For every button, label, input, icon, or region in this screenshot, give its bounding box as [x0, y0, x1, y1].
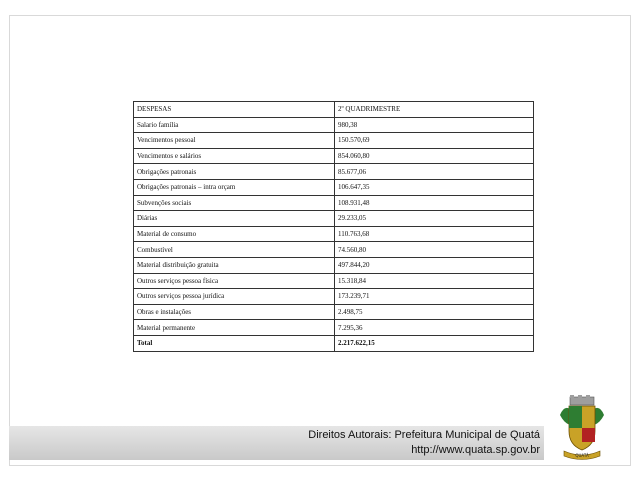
expense-value: 150.570,69	[335, 133, 534, 149]
table-row	[134, 257, 534, 273]
left-branch	[560, 408, 570, 425]
header-quadrimestre: 2º QUADRIMESTRE	[335, 102, 534, 118]
expense-value: 7.295,36	[335, 320, 534, 336]
table-row	[134, 211, 534, 227]
expense-label: Obras e instalações	[134, 304, 335, 320]
expense-label: Material permanente	[134, 320, 335, 336]
expense-value: 106.647,35	[335, 179, 534, 195]
expense-value: 980,38	[335, 117, 534, 133]
website-link[interactable]: http://www.quata.sp.gov.br	[411, 444, 540, 456]
table-row	[134, 289, 534, 305]
table-row	[134, 148, 534, 164]
expense-label: Diárias	[134, 211, 335, 227]
expense-label: Salario família	[134, 117, 335, 133]
total-row	[134, 335, 534, 351]
table-row	[134, 304, 534, 320]
expense-value: 173.239,71	[335, 289, 534, 305]
crest-crown	[570, 395, 594, 405]
expense-label: Outros serviços pessoa jurídica	[134, 289, 335, 305]
crest-label: QUATÁ	[575, 453, 589, 458]
table-row	[134, 273, 534, 289]
expense-label: Obrigações patronais – intra orçam	[134, 179, 335, 195]
expense-value: 110.763,68	[335, 226, 534, 242]
table-row	[134, 320, 534, 336]
expense-value: 85.677,06	[335, 164, 534, 180]
expense-label: Outros serviços pessoa física	[134, 273, 335, 289]
expense-label: Material distribuição gratuita	[134, 257, 335, 273]
table-row	[134, 179, 534, 195]
expense-label: Obrigações patronais	[134, 164, 335, 180]
expenses-table	[133, 101, 534, 352]
table-row	[134, 117, 534, 133]
expense-label: Vencimentos pessoal	[134, 133, 335, 149]
expense-value: 854.060,80	[335, 148, 534, 164]
shield-quarter-green	[569, 406, 582, 428]
expense-value: 2.498,75	[335, 304, 534, 320]
table-header-row	[134, 102, 534, 118]
table-row	[134, 226, 534, 242]
right-branch	[594, 408, 604, 425]
expense-label: Subvenções sociais	[134, 195, 335, 211]
expense-label: Vencimentos e salários	[134, 148, 335, 164]
table-row	[134, 133, 534, 149]
expense-value: 108.931,48	[335, 195, 534, 211]
shield-quarter-red	[582, 428, 595, 442]
footer-copyright	[308, 428, 540, 458]
header-despesas: DESPESAS	[134, 102, 335, 118]
copyright-line: Direitos Autorais: Prefeitura Municipal de Quatá	[308, 429, 540, 441]
municipal-crest-icon	[556, 395, 608, 465]
expense-value: 74.560,80	[335, 242, 534, 258]
expense-value: 29.233,05	[335, 211, 534, 227]
expense-label: Combustível	[134, 242, 335, 258]
total-label: Total	[134, 335, 335, 351]
table-row	[134, 242, 534, 258]
expense-value: 15.318,84	[335, 273, 534, 289]
table-row	[134, 164, 534, 180]
table-row	[134, 195, 534, 211]
expense-label: Material de consumo	[134, 226, 335, 242]
total-value: 2.217.622,15	[335, 335, 534, 351]
expense-value: 497.844,20	[335, 257, 534, 273]
